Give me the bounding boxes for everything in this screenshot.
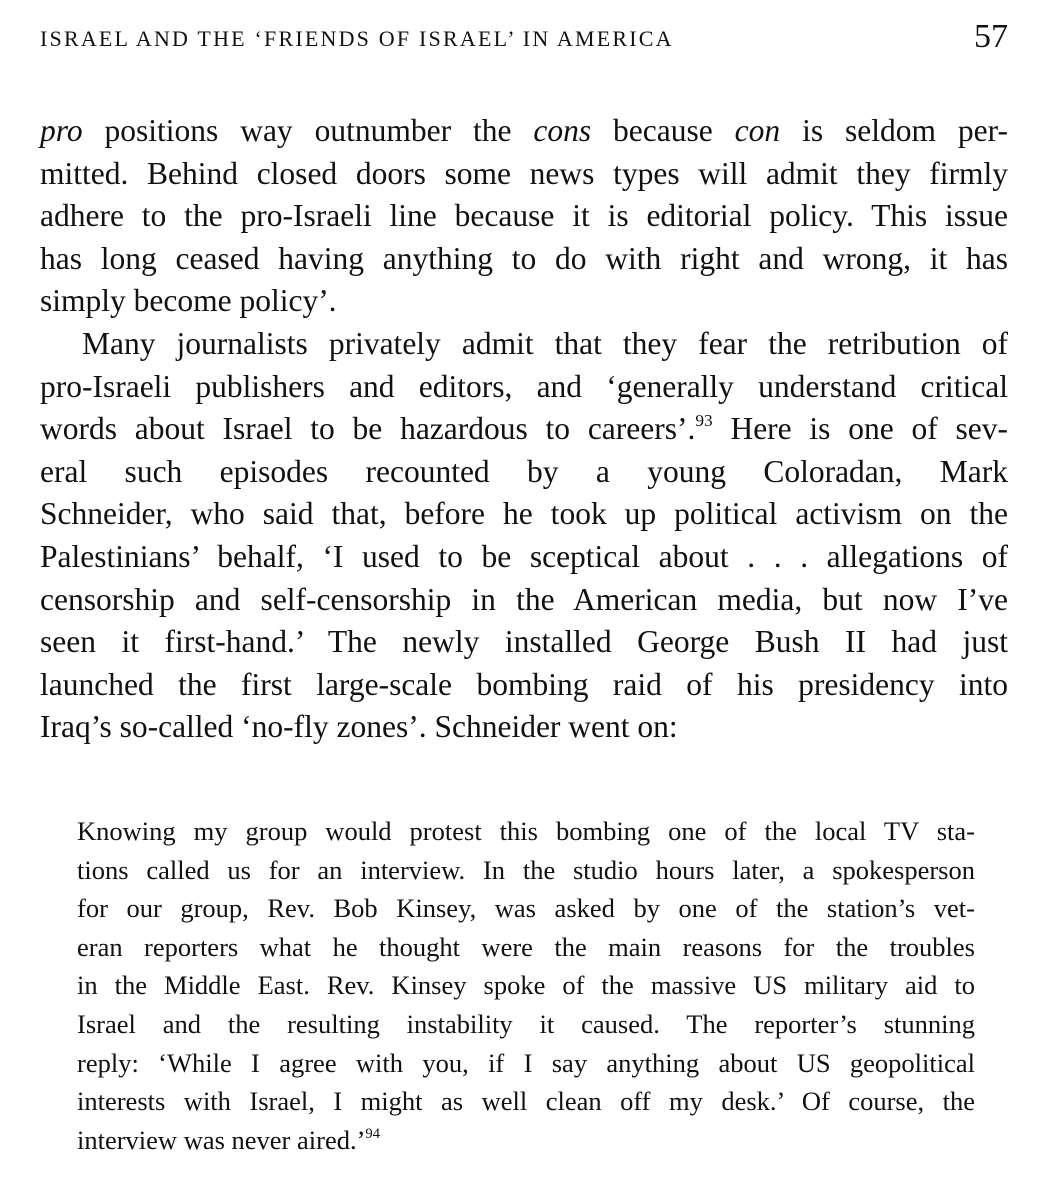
- text-run: interview was never aired.’: [77, 1124, 366, 1155]
- quote-line: Israel and the resulting instability it caused. The reporter’s stunning: [77, 1008, 975, 1039]
- block-quote: [77, 812, 975, 1159]
- text-run: words about Israel to be hazardous to careers’.: [40, 411, 696, 447]
- text-run: positions way outnumber the: [82, 113, 534, 148]
- footnote-ref-94: 94: [365, 1125, 380, 1142]
- text-line: pro-Israeli publishers and editors, and ‘generally understand critical: [40, 368, 1008, 404]
- text-line: eral such episodes recounted by a young Coloradan, Mark: [40, 453, 1008, 489]
- italic-word: cons: [533, 113, 592, 148]
- text-line: Palestinians’ behalf, ‘I used to be sceptical about . . . allegations of: [40, 538, 1008, 574]
- text-line: Many journalists privately admit that they fear the retribution of: [82, 325, 1008, 361]
- quote-line: reply: ‘While I agree with you, if I say anything about US geopolitical: [77, 1047, 975, 1078]
- text-line: simply become policy’.: [40, 283, 337, 319]
- quote-line: Knowing my group would protest this bombing one of the local TV sta-: [77, 816, 975, 846]
- footnote-ref-93: 93: [695, 411, 713, 431]
- quote-line: tions called us for an interview. In the studio hours later, a spokesperson: [77, 854, 975, 885]
- text-run: Here is one of sev-: [712, 411, 1008, 447]
- text-line: [40, 110, 1008, 153]
- body-text: [40, 110, 1008, 749]
- text-line: Iraq’s so-called ‘no-fly zones’. Schneider went on:: [40, 709, 678, 745]
- italic-word: con: [734, 113, 781, 148]
- text-line: Schneider, who said that, before he took up political activism on the: [40, 496, 1008, 532]
- text-line: seen it first-hand.’ The newly installed George Bush II had just: [40, 624, 1008, 660]
- quote-line: [77, 1121, 975, 1160]
- text-line: [40, 408, 1008, 451]
- text-line: mitted. Behind closed doors some news types will admit they firmly: [40, 155, 1008, 191]
- running-head: ISRAEL AND THE ‘FRIENDS OF ISRAEL’ IN AMERICA: [40, 26, 674, 51]
- italic-word: pro: [40, 113, 83, 148]
- text-line: adhere to the pro-Israeli line because it is editorial policy. This issue: [40, 198, 1008, 234]
- page-number: 57: [974, 18, 1008, 55]
- text-run: because: [591, 113, 735, 148]
- quote-line: eran reporters what he thought were the main reasons for the troubles: [77, 931, 975, 962]
- text-run: is seldom per-: [780, 113, 1008, 148]
- quote-line: in the Middle East. Rev. Kinsey spoke of the massive US military aid to: [77, 970, 975, 1001]
- text-line: launched the first large-scale bombing raid of his presidency into: [40, 666, 1008, 702]
- quote-line: interests with Israel, I might as well clean off my desk.’ Of course, the: [77, 1086, 975, 1117]
- text-line: censorship and self-censorship in the American media, but now I’ve: [40, 581, 1008, 617]
- quote-line: for our group, Rev. Bob Kinsey, was asked by one of the station’s vet-: [77, 893, 975, 924]
- text-line: has long ceased having anything to do with right and wrong, it has: [40, 240, 1008, 276]
